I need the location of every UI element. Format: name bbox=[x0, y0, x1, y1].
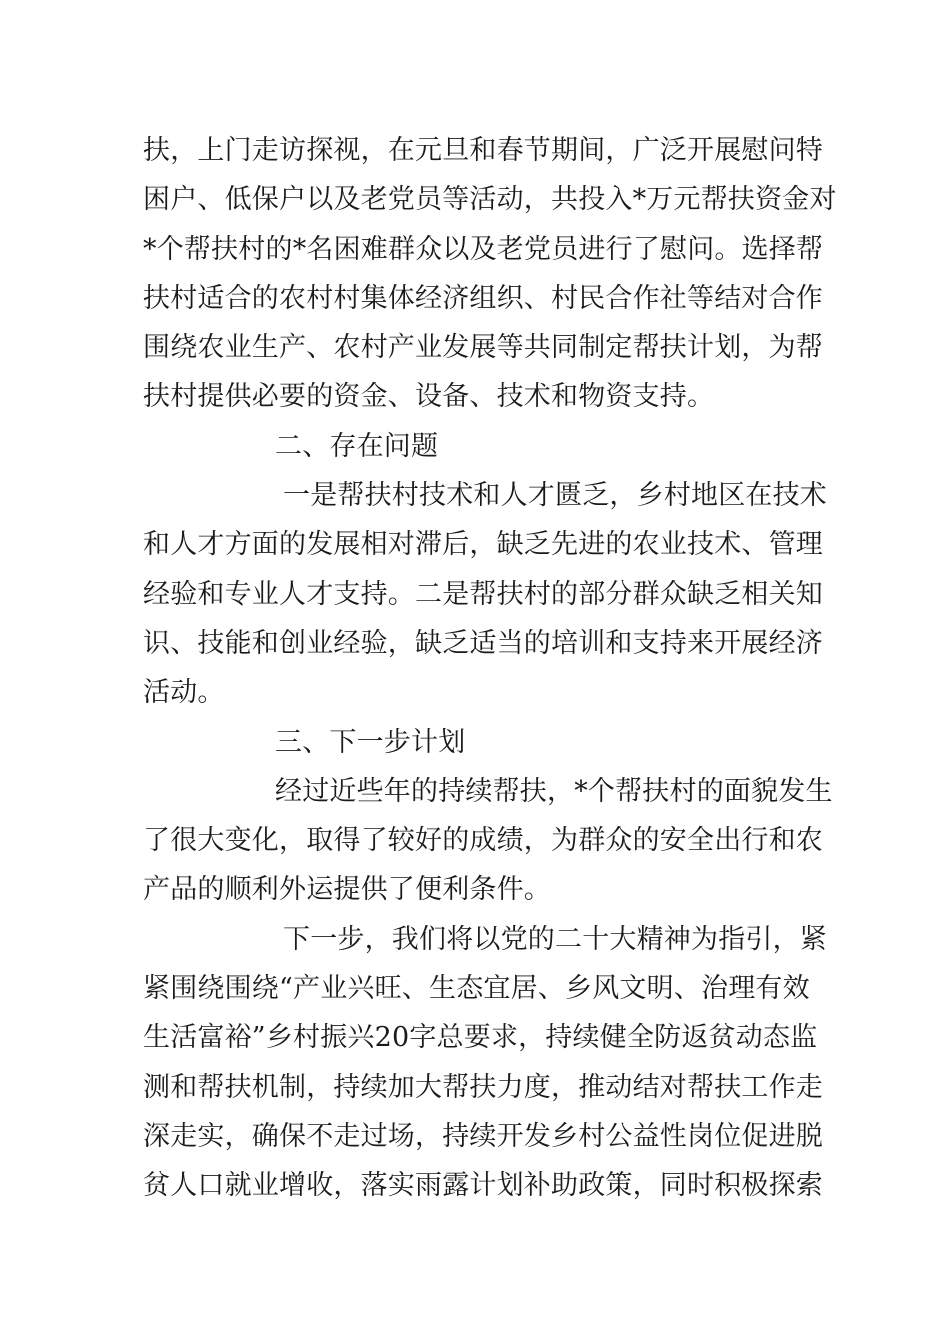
text-line: *个帮扶村的*名困难群众以及老党员进行了慰问。选择帮 bbox=[143, 233, 824, 265]
text-line: 下一步，我们将以党的二十大精神为指引，紧 bbox=[283, 923, 827, 955]
text-line: 活动。 bbox=[143, 677, 225, 709]
paragraph-assistance-activities bbox=[143, 126, 837, 422]
text-line: 深走实，确保不走过场，持续开发乡村公益性岗位促进脱 bbox=[143, 1120, 823, 1152]
text-line: 了很大变化，取得了较好的成绩，为群众的安全出行和农 bbox=[143, 825, 823, 857]
text-line: 生活富裕”乡村振兴20字总要求，持续健全防返贫动态监 bbox=[143, 1022, 818, 1054]
text-line: 经验和专业人才支持。二是帮扶村的部分群众缺乏相关知 bbox=[143, 578, 823, 610]
text-line: 一是帮扶村技术和人才匮乏，乡村地区在技术 bbox=[283, 480, 827, 512]
text-line: 贫人口就业增收，落实雨露计划补助政策，同时积极探索 bbox=[143, 1170, 823, 1202]
text-line: 识、技能和创业经验，缺乏适当的培训和支持来开展经济 bbox=[143, 627, 823, 659]
paragraph-achievements bbox=[143, 767, 833, 915]
text-line: 扶村适合的农村村集体经济组织、村民合作社等结对合作 bbox=[143, 282, 823, 314]
text-line: 测和帮扶机制，持续加大帮扶力度，推动结对帮扶工作走 bbox=[143, 1071, 823, 1103]
paragraph-next-plan bbox=[143, 915, 827, 1211]
text-line: 经过近些年的持续帮扶，*个帮扶村的面貌发生 bbox=[275, 775, 833, 807]
section-heading-next-steps: 三、下一步计划 bbox=[275, 726, 466, 758]
section-heading-problems: 二、存在问题 bbox=[275, 430, 439, 462]
text-line: 扶，上门走访探视，在元旦和春节期间，广泛开展慰问特 bbox=[143, 135, 823, 166]
text-line: 产品的顺利外运提供了便利条件。 bbox=[143, 874, 551, 906]
document-body bbox=[143, 126, 837, 1211]
text-line: 围绕农业生产、农村产业发展等共同制定帮扶计划，为帮 bbox=[143, 332, 823, 364]
text-line: 紧围绕围绕“产业兴旺、生态宜居、乡风文明、治理有效 bbox=[143, 973, 810, 1005]
text-line: 扶村提供必要的资金、设备、技术和物资支持。 bbox=[143, 381, 715, 413]
text-line: 和人才方面的发展相对滞后，缺乏先进的农业技术、管理 bbox=[143, 529, 823, 561]
text-line: 困户、低保户以及老党员等活动，共投入*万元帮扶资金对 bbox=[143, 184, 837, 216]
paragraph-problems bbox=[143, 471, 827, 717]
